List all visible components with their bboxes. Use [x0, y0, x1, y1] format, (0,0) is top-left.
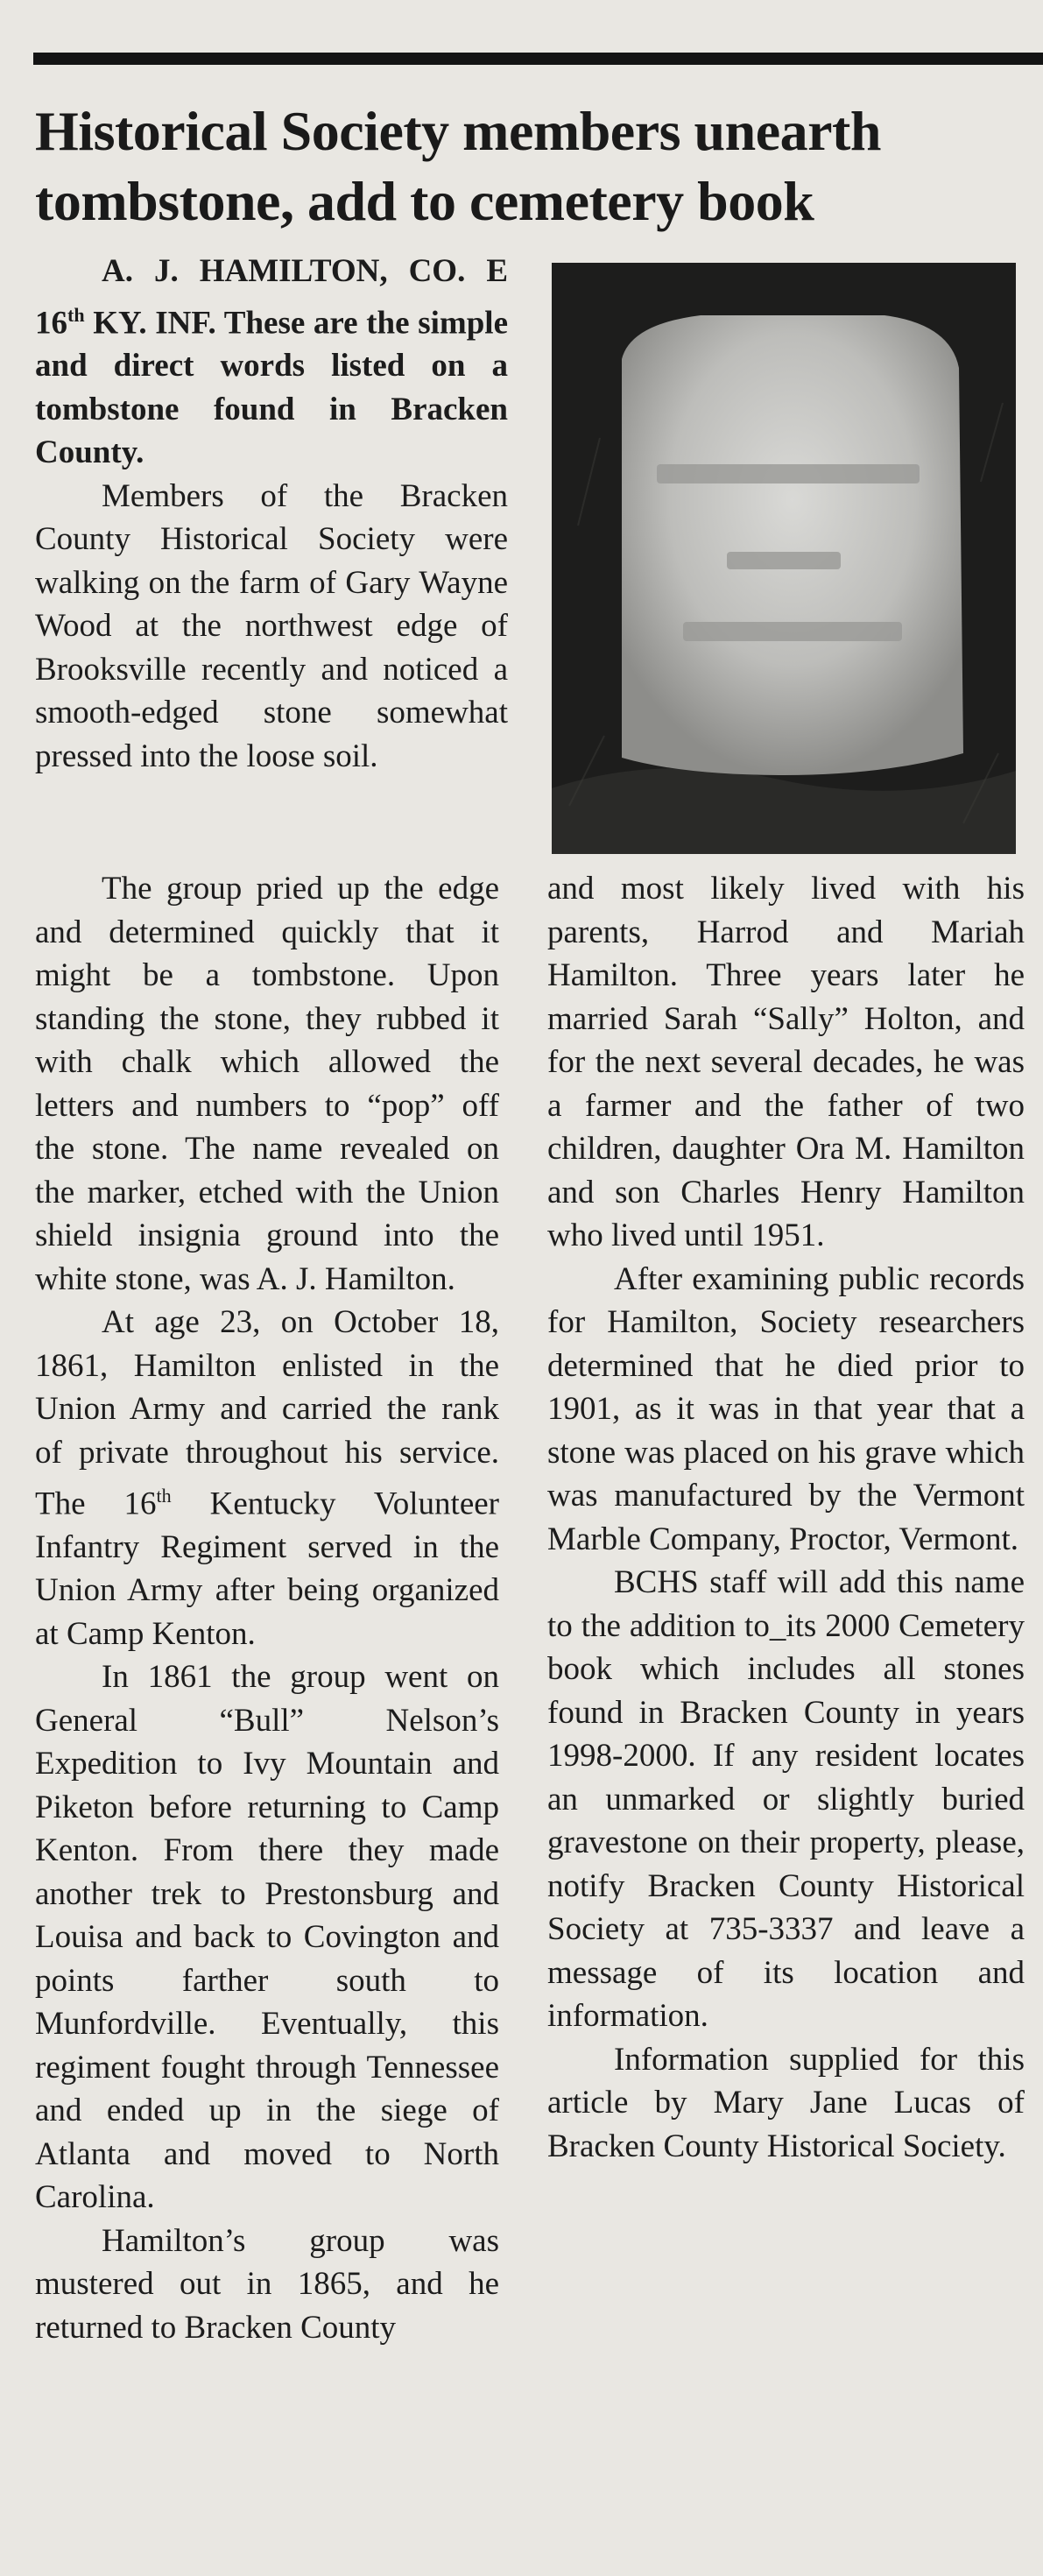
headline: Historical Society members unearth tombstone, add to cemetery book [35, 100, 881, 232]
paragraph-enlistment: At age 23, on October 18, 1861, Hamilton enlisted in the Union Army and carried the rank of private throughout his service. The 16th Kentucky Volunteer Infantry Regiment served in the Union Army after being organized at Camp Kenton. [35, 1304, 499, 1652]
paragraph-expedition: In 1861 the group went on General “Bull” Nelson’s Expedition to Ivy Mountain and Piketon before returning to Camp Kenton. From there they made another trek to Prestonsburg and Louisa and back to Covington and points farther south to Munfordville. Eventually, this regiment fought through Tennessee and ended up in the siege of Atlanta and moved to North Carolina. [35, 1659, 499, 2216]
paragraph-family: and most likely lived with his parents, Harrod and Mariah Hamilton. Three years later he married Sarah “Sally” Holton, and for the next several decades, he was a farmer and the father of two children, daughter Ora M. Hamilton and son Charles Henry Hamilton who lived until 1951. [547, 871, 1025, 1253]
article-column-left-bottom [35, 867, 499, 2349]
paragraph-records: After examining public records for Hamilton, Society researchers determined that he died prior to 1901, as it was in that year that a stone was placed on his grave which was manufactured by the Vermont Marble Company, Proctor, Vermont. [547, 1260, 1025, 1557]
article-column-right [547, 867, 1025, 2168]
tombstone-photo [552, 263, 1016, 854]
top-rule [33, 53, 1043, 65]
paragraph-mustered-out: Hamilton’s group was mustered out in 1865, and he returned to Bracken County [35, 2222, 499, 2346]
lead-paragraph: A. J. HAMILTON, CO. E 16th KY. INF. These are the simple and direct words listed on a tombstone found in Bracken County. [35, 253, 508, 471]
paragraph-cemetery-book: BCHS staff will add this name to the addition to_its 2000 Cemetery book which includes all stones found in Bracken County in years 1998-2000. If any resident locates an unmarked or slightly buried gravestone on their property, please, notify Bracken County Historical Society at 735-3337 and leave a message of its location and information. [547, 1564, 1025, 2034]
tombstone-photo-icon [552, 263, 1016, 854]
article-column-left-top [35, 250, 525, 778]
paragraph-chalk: The group pried up the edge and determined quickly that it might be a tombstone. Upon standing the stone, they rubbed it with chalk which allowed the letters and numbers to “pop” off the stone. The name revealed on the marker, etched with the Union shield insignia ground into the white stone, was A. J. Hamilton. [35, 871, 499, 1297]
paragraph-credit: Information supplied for this article by Mary Jane Lucas of Bracken County Historical Society. [547, 2041, 1025, 2164]
paragraph-discovery: Members of the Bracken County Historical Society were walking on the farm of Gary Wayne Wood at the northwest edge of Brooksville recently and noticed a smooth-edged stone somewhat pressed into the loose soil. [35, 477, 508, 774]
